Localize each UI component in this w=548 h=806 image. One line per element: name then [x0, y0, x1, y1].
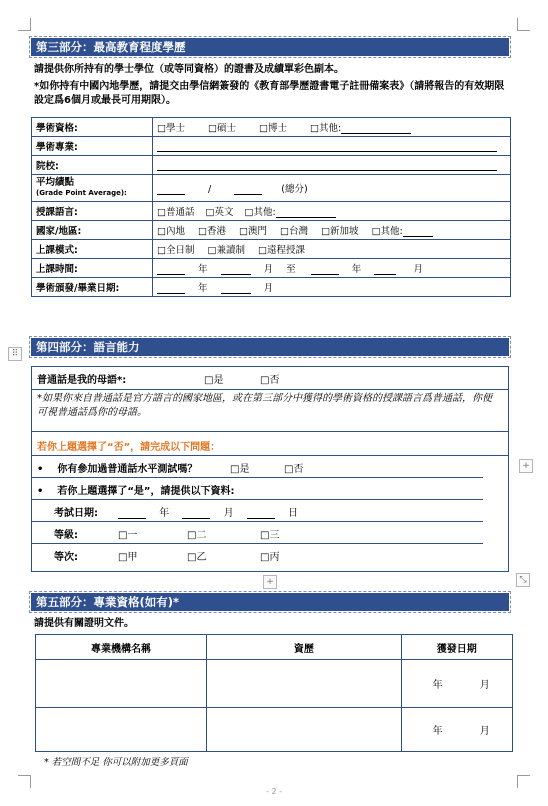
- lang-other-field[interactable]: [276, 217, 336, 218]
- gpa-total-field[interactable]: [234, 194, 262, 195]
- divider: [32, 521, 483, 522]
- section5-header: 第五部分：專業資格(如有)*: [31, 593, 509, 611]
- major-label: 學術專業:: [32, 137, 153, 156]
- year-label: 年: [351, 264, 362, 275]
- region-hk-checkbox[interactable]: □香港: [198, 226, 226, 237]
- test-date-field[interactable]: [118, 504, 298, 519]
- page-corner-mark: [18, 18, 31, 31]
- section5-footnote: * 若空間不足 你可以附加更多頁面: [44, 757, 188, 768]
- page-corner-mark: [517, 18, 530, 31]
- qual-date-cell[interactable]: [401, 660, 512, 708]
- mode-remote-checkbox[interactable]: □遠程授課: [258, 245, 306, 256]
- qualification-table: [35, 634, 513, 752]
- sub-instruction: 若你上題選擇了“否”，請完成以下問題：: [37, 442, 221, 453]
- month-label: 月: [263, 264, 274, 275]
- level-a-checkbox[interactable]: □甲: [118, 552, 138, 563]
- year-label: 年: [198, 264, 208, 275]
- gpa-label-cell: [32, 175, 153, 202]
- gpa-total-label: (總分): [281, 184, 308, 195]
- gpa-sub-label: (Grade Point Average):: [36, 189, 127, 197]
- lang-english-checkbox[interactable]: □英文: [205, 207, 234, 218]
- test-day-field[interactable]: [247, 518, 275, 519]
- school-field[interactable]: [153, 156, 511, 175]
- level-b-checkbox[interactable]: □乙: [187, 552, 207, 563]
- qual-org-cell[interactable]: [36, 708, 207, 752]
- period-field[interactable]: [153, 259, 511, 278]
- month-label: 月: [479, 726, 490, 737]
- degree-other-checkbox[interactable]: □其他:: [310, 123, 342, 134]
- region-taiwan-checkbox[interactable]: □台灣: [280, 226, 309, 237]
- level-label: 等次:: [54, 552, 78, 563]
- mode-fulltime-checkbox[interactable]: □全日制: [157, 245, 195, 256]
- divider: [32, 477, 483, 478]
- gpa-slash: /: [208, 184, 212, 195]
- divider: [32, 389, 508, 390]
- mode-label: 上課模式:: [32, 240, 153, 259]
- gpa-field[interactable]: [153, 175, 511, 202]
- language-options[interactable]: [153, 202, 511, 221]
- section5-intro: 請提供有關證明文件。: [34, 618, 134, 629]
- year-label: 年: [159, 508, 170, 519]
- test-no-checkbox[interactable]: □否: [284, 464, 304, 475]
- col-date: 獲發日期: [401, 635, 512, 660]
- table-resize-handle-icon[interactable]: ⤡: [516, 573, 530, 587]
- period-label: 上課時間:: [32, 259, 153, 278]
- test-yes-checkbox[interactable]: □是: [230, 464, 250, 475]
- language-label: 授課語言:: [32, 202, 153, 221]
- lang-mandarin-checkbox[interactable]: □普通話: [157, 207, 195, 218]
- test-date-label: 考試日期:: [54, 508, 98, 519]
- degree-other-field[interactable]: [341, 133, 411, 134]
- mandarin-native-question: 普通話是我的母語*:: [37, 375, 127, 386]
- graduation-field[interactable]: [153, 278, 511, 297]
- to-label: 至: [286, 264, 296, 275]
- test-details-question: 若你上題選擇了“是”，請提供以下資料:: [57, 486, 235, 497]
- qual-date-cell[interactable]: [401, 708, 512, 752]
- grade-two-checkbox[interactable]: □二: [187, 530, 207, 541]
- divider: [32, 499, 483, 500]
- language-box: [31, 366, 509, 572]
- divider: [32, 431, 508, 432]
- section3-header: 第三部分：最高教育程度學歷: [31, 38, 509, 56]
- mode-parttime-checkbox[interactable]: □兼讀制: [207, 245, 245, 256]
- region-singapore-checkbox[interactable]: □新加坡: [321, 226, 359, 237]
- divider: [32, 543, 483, 544]
- divider: [32, 455, 508, 456]
- major-field[interactable]: [153, 137, 511, 156]
- qual-detail-cell[interactable]: [207, 660, 402, 708]
- qual-org-cell[interactable]: [36, 660, 207, 708]
- degree-label: 學術資格:: [32, 118, 153, 137]
- grad-month-field[interactable]: [221, 293, 251, 294]
- month-label: 月: [263, 283, 274, 294]
- bullet-2: • 若你上題選擇了“是”，請提供以下資料:: [37, 486, 235, 497]
- page-number: - 2 -: [266, 787, 282, 796]
- add-column-plus-icon[interactable]: +: [519, 459, 533, 473]
- lang-other-checkbox[interactable]: □其他:: [244, 207, 276, 218]
- region-macau-checkbox[interactable]: □澳門: [239, 226, 268, 237]
- section3-note: *如你持有中國內地學歷，請提交由學信網簽發的《教育部學歷證書電子註冊備案表》（請將報告的有效期限設定爲6個月或最長可用期限）。: [34, 81, 505, 106]
- education-table: [31, 117, 511, 297]
- region-options[interactable]: [153, 221, 511, 240]
- region-other-checkbox[interactable]: □其他:: [371, 226, 403, 237]
- col-org-name: 專業機構名稱: [36, 635, 207, 660]
- degree-master-checkbox[interactable]: □碩士: [208, 123, 236, 134]
- test-month-field[interactable]: [182, 518, 210, 519]
- graduation-label: 學術頒發/畢業日期:: [32, 278, 153, 297]
- year-label: 年: [432, 726, 443, 737]
- region-mainland-checkbox[interactable]: □內地: [157, 226, 185, 237]
- start-year-field[interactable]: [157, 274, 185, 275]
- add-row-plus-icon[interactable]: +: [263, 575, 277, 589]
- degree-bachelor-checkbox[interactable]: □學士: [157, 123, 185, 134]
- end-month-field[interactable]: [374, 274, 396, 275]
- native-note: *如果你來自普通話是官方語言的國家地區，或在第三部分中獲得的學術資格的授課語言爲普通話，你便可視普通話爲你的母語。: [37, 393, 492, 418]
- mode-options[interactable]: [153, 240, 511, 259]
- region-label: 國家/地區:: [32, 221, 153, 240]
- degree-options[interactable]: [153, 118, 511, 137]
- test-year-field[interactable]: [118, 518, 146, 519]
- bullet-1: • 你有參加過普通話水平測試嗎？: [37, 464, 198, 475]
- end-year-field[interactable]: [311, 274, 339, 275]
- grad-year-field[interactable]: [157, 293, 185, 294]
- month-label: 月: [413, 264, 423, 275]
- year-label: 年: [432, 680, 443, 691]
- degree-phd-checkbox[interactable]: □博士: [259, 123, 288, 134]
- level-c-checkbox[interactable]: □丙: [260, 552, 280, 563]
- col-qualification: 資歷: [207, 635, 402, 660]
- test-taken-question: 你有參加過普通話水平測試嗎？: [57, 464, 198, 475]
- grade-label: 等級:: [54, 530, 78, 541]
- native-yes-checkbox[interactable]: □是: [204, 375, 224, 386]
- year-label: 年: [198, 283, 208, 294]
- grade-one-checkbox[interactable]: □一: [118, 530, 138, 541]
- start-month-field[interactable]: [221, 274, 251, 275]
- table-move-handle-icon[interactable]: ⠿: [8, 347, 22, 361]
- region-other-field[interactable]: [403, 236, 433, 237]
- gpa-score-field[interactable]: [157, 194, 185, 195]
- day-label: 日: [287, 508, 298, 519]
- section4-header: 第四部分：語言能力: [31, 338, 509, 356]
- grade-three-checkbox[interactable]: □三: [260, 530, 280, 541]
- section3-intro: 請提供你所持有的學士學位（或等同資格）的證書及成績單彩色副本。: [34, 64, 344, 75]
- month-label: 月: [479, 680, 490, 691]
- gpa-label: 平均績點: [36, 177, 75, 188]
- school-label: 院校:: [32, 156, 153, 175]
- qual-detail-cell[interactable]: [207, 708, 402, 752]
- month-label: 月: [223, 508, 234, 519]
- native-no-checkbox[interactable]: □否: [260, 375, 280, 386]
